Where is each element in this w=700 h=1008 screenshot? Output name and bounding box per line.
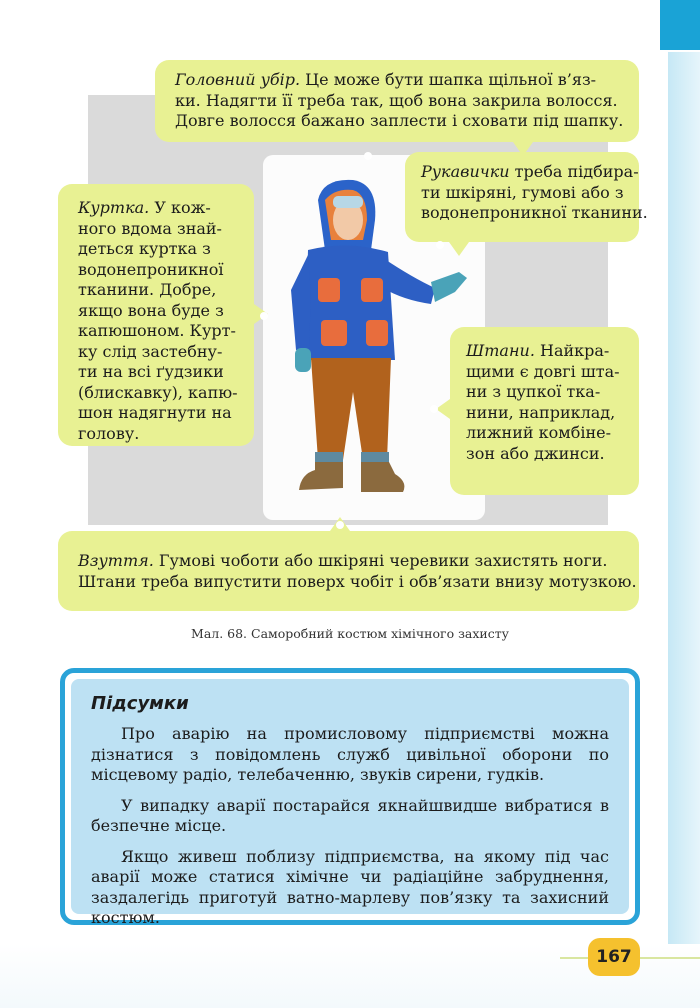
side-strip	[668, 52, 700, 1008]
pants-line: нини, наприклад,	[466, 402, 616, 422]
jacket-line: шон надягнути на	[78, 403, 232, 422]
jacket-line: ного вдома знай-	[78, 218, 222, 238]
footwear-term: Взуття.	[78, 551, 154, 570]
headwear-term: Головний убір.	[175, 70, 301, 89]
footwear-line: Штани треба випустити поверх чобіт і обв’язати внизу мотузкою.	[78, 571, 637, 591]
summary-paragraph: У випадку аварії постарайся якнайшвидше вибратися в безпечне місце.	[91, 795, 609, 835]
pointer-dot	[436, 241, 444, 249]
corner-tab	[660, 0, 700, 50]
jacket-line: У кож-	[149, 198, 211, 217]
jacket-line: (блискавку), капю-	[78, 382, 238, 402]
pointer-dot	[364, 152, 372, 160]
pants-line: лижний комбіне-	[466, 423, 611, 442]
jacket-line: голову.	[78, 423, 140, 443]
summary-content	[71, 679, 629, 927]
headwear-line: ки. Надягти її треба так, щоб вона закрила волосся.	[175, 90, 618, 110]
jacket-note	[58, 184, 254, 446]
figure-caption: Мал. 68. Саморобний костюм хімічного захисту	[191, 626, 509, 641]
jacket-line: водонепроникної	[78, 259, 224, 279]
summary-paragraph: Про аварію на промисловому підприємстві можна дізнатися з повідомлень служб цивільної оборони по місцевому радіо, телебаченню, звуків сирени, гудків.	[91, 724, 609, 784]
headwear-note	[155, 60, 639, 142]
jacket-line: капюшоном. Курт-	[78, 321, 236, 340]
jacket-line: деться куртка з	[78, 239, 211, 258]
pants-line: ни з цупкої тка-	[466, 382, 601, 401]
pants-line: Найкра-	[534, 341, 610, 360]
gloves-line: водонепроникної тканини.	[421, 203, 648, 222]
pants-term: Штани.	[466, 341, 535, 360]
pointer-dot	[336, 521, 344, 529]
page-number: 167	[588, 938, 640, 976]
jacket-line: тканини. Добре,	[78, 280, 217, 299]
pants-line: щими є довгі шта-	[466, 361, 620, 381]
jacket-term: Куртка.	[78, 198, 150, 217]
headwear-line: Довге волосся бажано заплести і сховати під шапку.	[175, 111, 624, 130]
pants-line: зон або джинси.	[466, 443, 605, 463]
summary-title: Підсумки	[91, 693, 189, 714]
jacket-line: ку слід застебну-	[78, 341, 223, 361]
gloves-line: треба підбира-	[509, 162, 639, 181]
footwear-note	[58, 531, 639, 611]
jacket-line: якщо вона буде з	[78, 300, 224, 320]
headwear-line: Це може бути шапка щільної в’яз-	[300, 70, 597, 89]
gloves-term: Рукавички	[421, 162, 510, 181]
pointer-dot	[430, 405, 438, 413]
summary-box	[60, 668, 640, 925]
summary-paragraph: Якщо живеш поблизу підприємства, на якому під час аварії може статися хімічне чи радіаційне забруднення, заздалегідь приготуй ватно-марлеву пов’язку та захисний костюм.	[91, 846, 609, 927]
pointer-dot	[260, 312, 268, 320]
gloves-note	[405, 152, 648, 242]
footwear-line: Гумові чоботи або шкіряні черевики захистять ноги.	[153, 551, 608, 570]
pants-note	[450, 327, 639, 495]
gloves-line: ти шкіряні, гумові або з	[421, 182, 624, 202]
jacket-line: ти на всі ґудзики	[78, 362, 224, 381]
